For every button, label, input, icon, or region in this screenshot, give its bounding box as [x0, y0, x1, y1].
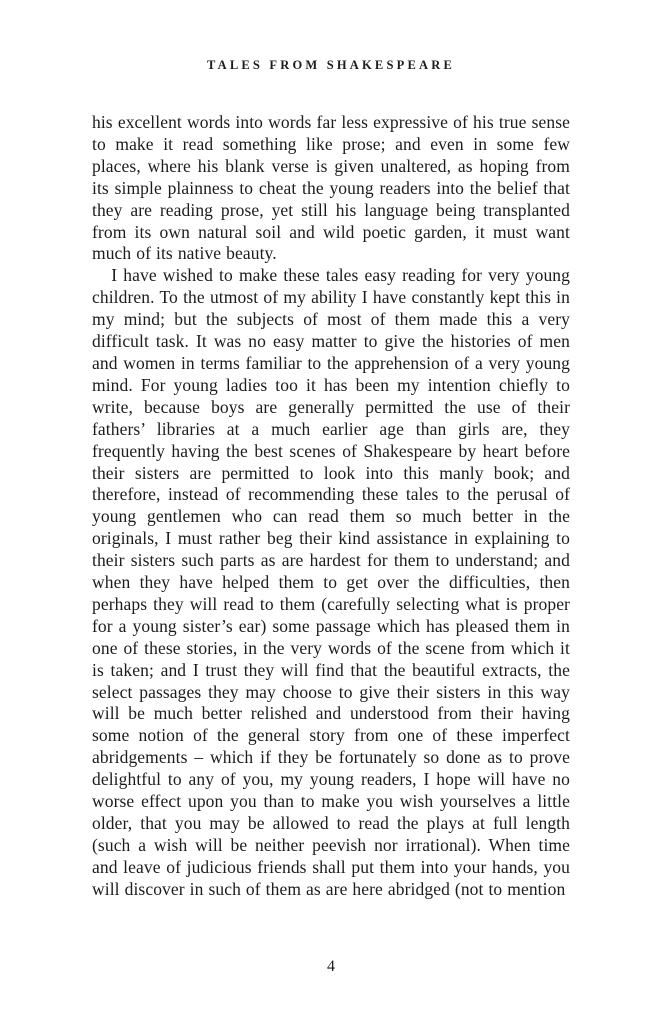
paragraph-main: I have wished to make these tales easy reading for very young children. To the utmost of my ability I have constantly kept this in my mind; but the subjects of most of them made this a very difficult task. It was no easy matter to give the histories of men and women in terms familiar to the apprehension of a very young mind. For young ladies too it has been my intention chiefly to write, because boys are generally permitted the use of their fathers’ libraries at a much earlier age than girls are, they frequently having the best scenes of Shakespeare by heart before their sisters are permitted to look into this manly book; and therefore, instead of recommending these tales to the perusal of young gentlemen who can read them so much better in the originals, I must rather beg their kind assistance in explaining to their sisters such parts as are hardest for them to understand; and when they have helped them to get over the difficulties, then perhaps they will read to them (carefully selecting what is proper for a young sister’s ear) some passage which has pleased them in one of these stories, in the very words of the scene from which it is taken; and I trust they will find that the beautiful extracts, the select passages they may choose to give their sisters in this way will be much better relished and understood from their having some notion of the general story from one of these imperfect abridgements – which if they be fortunately so done as to prove delightful to any of you, my young readers, I hope will have no worse effect upon you than to make you wish yourselves a little older, that you may be allowed to read the plays at full length (such a wish will be neither peevish nor irrational). When time and leave of judicious friends shall put them into your hands, you will discover in such of them as are here abridged (not to mention — [92, 265, 570, 899]
page-number: 4 — [327, 958, 335, 975]
paragraph-continuation: his excellent words into words far less expressive of his true sense to make it read something like prose; and even in some few places, where his blank verse is given unaltered, as hoping from its simple plainness to cheat the young readers into the belief that they are reading prose, yet still his language being transplanted from its own natural soil and wild poetic garden, it must want much of its native beauty. — [92, 112, 570, 264]
body-text — [92, 112, 570, 901]
running-head-title: TALES FROM SHAKESPEARE — [207, 58, 455, 72]
